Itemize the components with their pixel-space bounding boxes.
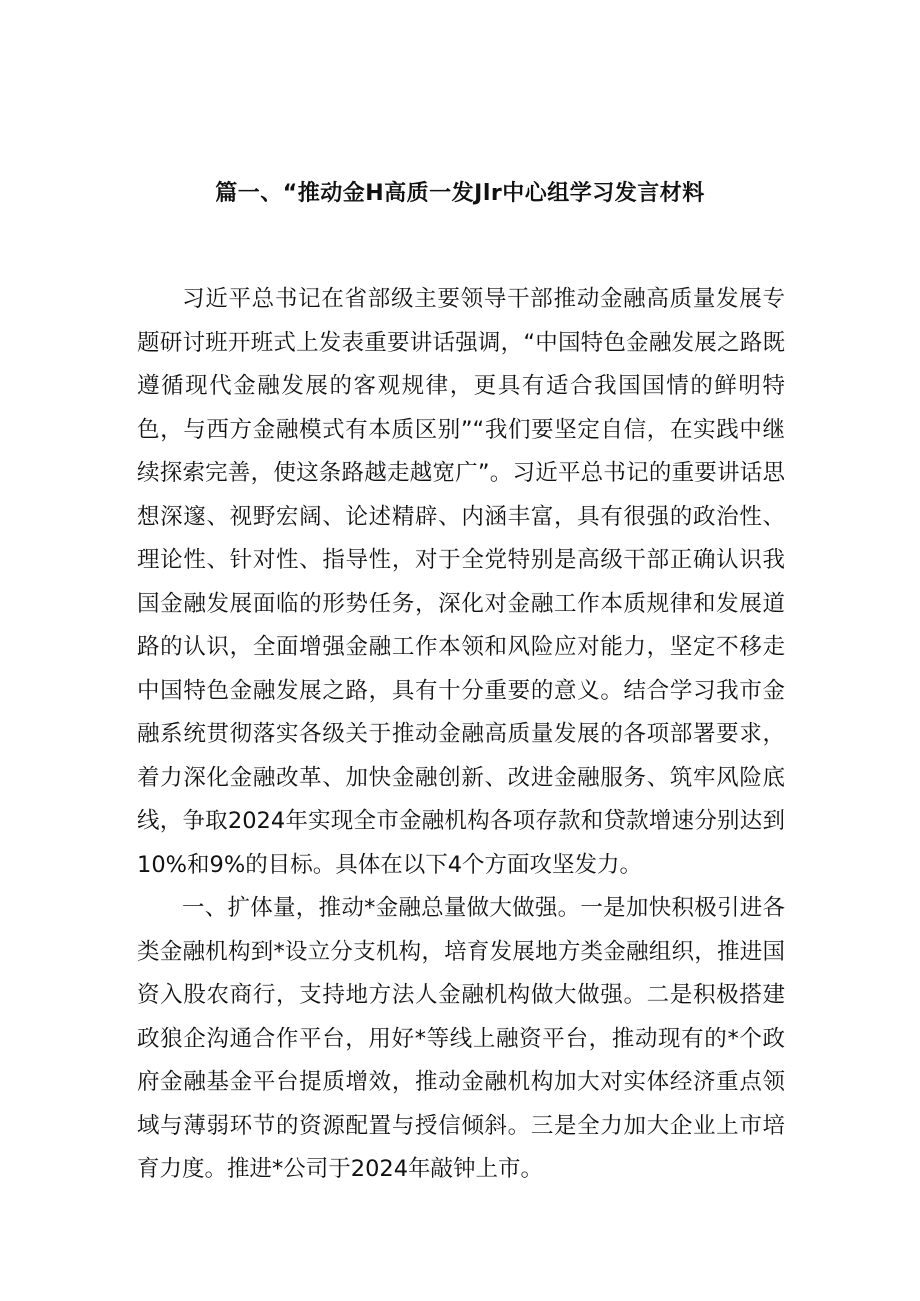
document-title: 篇一、“推动金H高质一发Jlr中心组学习发言材料: [215, 181, 705, 206]
document-body: [137, 278, 785, 1192]
paragraph-intro: 习近平总书记在省部级主要领导干部推动金融高质量发展专题研讨班开班式上发表重要讲话强调，“中国特色金融发展之路既遵循现代金融发展的客观规律，更具有适合我国国情的鲜明特色，与西方金融模式有本质区别”“我们要坚定自信，在实践中继续探索完善，使这条路越走越宽广”。习近平总书记的重要讲话思想深邃、视野宏阔、论述精辟、内涵丰富，具有很强的政治性、理论性、针对性、指导性，对于全党特别是高级干部正确认识我国金融发展面临的形势任务，深化对金融工作本质规律和发展道路的认识，全面增强金融工作本领和风险应对能力，坚定不移走中国特色金融发展之路，具有十分重要的意义。结合学习我市金融系统贯彻落实各级关于推动金融高质量发展的各项部署要求，着力深化金融改革、加快金融创新、改进金融服务、筑牢风险底线，争取2024年实现全市金融机构各项存款和贷款增速分别达到10%和9%的目标。具体在以下4个方面攻坚发力。: [137, 286, 785, 878]
paragraph-section-one: 一、扩体量，推动*金融总量做大做强。一是加快积极引进各类金融机构到*设立分支机构，培育发展地方类金融组织，推进国资入股农商行，支持地方法人金融机构做大做强。二是积极搭建政狼企沟通合作平台，用好*等线上融资平台，推动现有的*个政府金融基金平台提质增效，推动金融机构加大对实体经济重点领域与薄弱环节的资源配置与授信倾斜。三是全力加大企业上市培育力度。推进*公司于2024年敲钟上市。: [137, 895, 785, 1182]
